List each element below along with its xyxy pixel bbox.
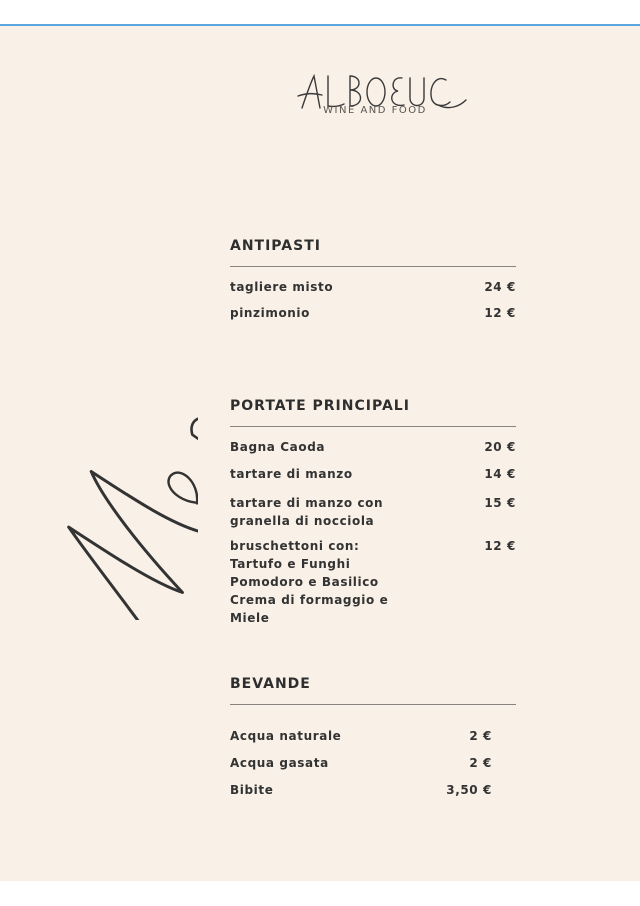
item-price: 20 € bbox=[484, 440, 516, 454]
section-divider bbox=[230, 426, 516, 427]
section-title: PORTATE PRINCIPALI bbox=[230, 398, 410, 414]
bottom-margin bbox=[0, 881, 640, 906]
item-price: 14 € bbox=[484, 467, 516, 481]
menu-script-title bbox=[28, 210, 198, 620]
item-name: bruschettoni con: Tartufo e Funghi Pomodoro e Basilico Crema di formaggio e Miele bbox=[230, 539, 389, 625]
item-name: tartare di manzo bbox=[230, 467, 353, 481]
item-price: 12 € bbox=[484, 539, 516, 553]
item-name: Bagna Caoda bbox=[230, 440, 326, 454]
top-bar bbox=[0, 0, 640, 26]
item-name: Acqua gasata bbox=[230, 756, 329, 770]
item-price: 15 € bbox=[484, 496, 516, 510]
section-title: BEVANDE bbox=[230, 676, 311, 692]
item-name: pinzimonio bbox=[230, 306, 310, 320]
item-price: 2 € bbox=[469, 729, 492, 743]
brand-tagline: WINE AND FOOD bbox=[323, 105, 427, 116]
item-name: tagliere misto bbox=[230, 280, 334, 294]
section-title: ANTIPASTI bbox=[230, 238, 321, 254]
item-price: 3,50 € bbox=[446, 783, 492, 797]
item-name: Bibite bbox=[230, 783, 274, 797]
item-price: 2 € bbox=[469, 756, 492, 770]
item-name: Acqua naturale bbox=[230, 729, 342, 743]
section-divider bbox=[230, 704, 516, 705]
item-name: tartare di manzo con granella di nocciola bbox=[230, 496, 384, 528]
item-price: 24 € bbox=[484, 280, 516, 294]
item-price: 12 € bbox=[484, 306, 516, 320]
section-divider bbox=[230, 266, 516, 267]
